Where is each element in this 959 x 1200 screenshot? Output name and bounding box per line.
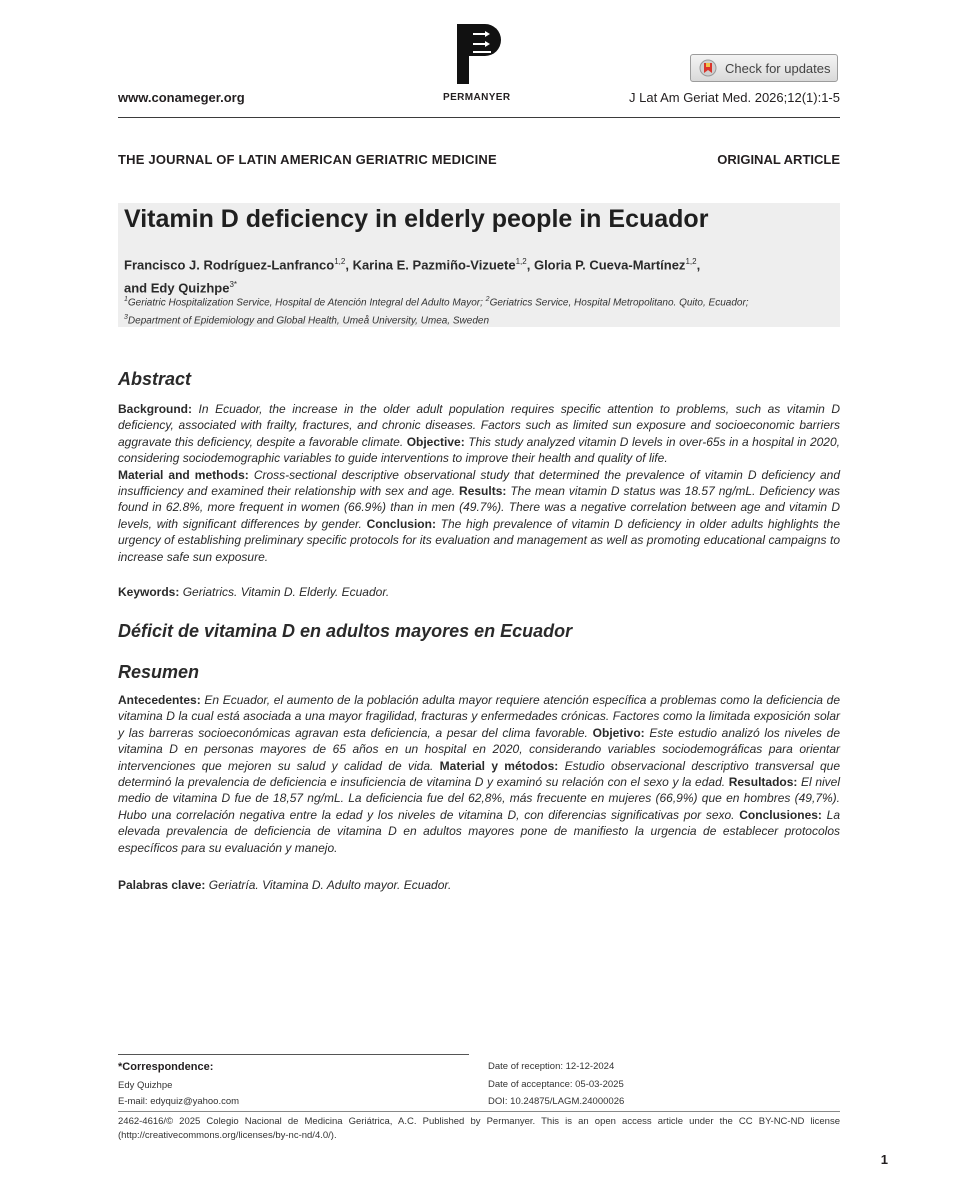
keywords-values: Geriatrics. Vitamin D. Elderly. Ecuador.: [179, 585, 390, 599]
website-link[interactable]: www.conameger.org: [118, 90, 245, 105]
citation: J Lat Am Geriat Med. 2026;12(1):1-5: [629, 90, 840, 105]
resumen-label: Antecedentes:: [118, 693, 201, 707]
affiliations: [124, 292, 840, 329]
header-divider: [118, 117, 840, 118]
abstract-text: [118, 401, 840, 565]
author-sup: 1,2: [515, 257, 527, 266]
resumen-part: La elevada prevalencia de deficiencia de vitamina D en adultos mayores pone de manifiesto la urgencia de establecer protocolos específicos para su evaluación y manejo.: [118, 807, 841, 855]
footer-divider-2: [118, 1111, 840, 1112]
check-updates-label: Check for updates: [725, 60, 831, 76]
abstract-label: Material and methods:: [118, 467, 249, 482]
author-2[interactable]: Karina E. Pazmiño-Vizuete: [352, 257, 516, 273]
abstract-part: Cross-sectional descriptive observational study that determined the prevalence of vitamin D deficiency and insufficiency and examined their relationship with sex and age.: [118, 467, 840, 499]
abstract-part: In Ecuador, the increase in the older adult population requires specific attention to problems, such as vitamin D deficiency, associated with frailty, fractures, and chronic diseases. Factors such as limited sun exposure and socioeconomic barriers aggravate this deficiency, despite a favorable climate.: [118, 402, 840, 449]
resumen-heading: Resumen: [118, 662, 200, 682]
page-number: 1: [880, 1152, 888, 1167]
affil-sup: 3: [124, 314, 128, 322]
author-prefix: and: [124, 280, 151, 296]
license-text: 2462-4616/© 2025 Colegio Nacional de Medicina Geriátrica, A.C. Published by Permanyer. This is an open access article under the CC BY-NC-ND license (http://creativecommons.org/licenses/by-nc-nd/4.0/).: [118, 1116, 840, 1141]
journal-name: THE JOURNAL OF LATIN AMERICAN GERIATRIC MEDICINE: [118, 152, 497, 167]
affiliation-2: Geriatrics Service, Hospital Metropolitano. Quito, Ecuador;: [489, 297, 749, 309]
date-acceptance: Date of acceptance: 05-03-2025: [488, 1079, 624, 1090]
author-1[interactable]: Francisco J. Rodríguez-Lanfranco: [124, 257, 335, 273]
palabras-clave-values: Geriatría. Vitamina D. Adulto mayor. Ecuador.: [205, 878, 452, 892]
author-sep: ,: [345, 257, 353, 273]
affiliation-3: Department of Epidemiology and Global Health, Umeå University, Umea, Sweden: [127, 315, 490, 327]
correspondence-email[interactable]: E-mail: edyquiz@yahoo.com: [118, 1096, 240, 1107]
author-3[interactable]: Gloria P. Cueva-Martínez: [533, 257, 686, 273]
palabras-clave: [118, 877, 840, 893]
affil-sup: 1: [124, 296, 128, 303]
author-sup: 1,2: [334, 257, 346, 266]
doi-link[interactable]: DOI: 10.24875/LAGM.24000026: [488, 1096, 625, 1107]
resumen-label: Objetivo:: [592, 725, 645, 740]
author-sup: 1,2: [685, 257, 697, 266]
author-sep: ,: [696, 257, 701, 273]
abstract-label: Objective:: [406, 434, 465, 449]
correspondence-name: Edy Quizhpe: [118, 1080, 173, 1091]
affiliation-1: Geriatric Hospitalization Service, Hospital de Atención Integral del Adulto Mayor;: [127, 297, 486, 309]
resumen-part: Estudio observacional descriptivo transversal que determinó la prevalencia de deficiencia e insuficiencia de vitamina D y examinó su relación con el sexo y la edad.: [118, 758, 841, 790]
crossmark-icon: [699, 59, 717, 77]
footer-divider: [118, 1054, 469, 1055]
author-4[interactable]: Edy Quizhpe: [150, 280, 230, 296]
resumen-label: Material y métodos:: [439, 758, 559, 773]
palabras-clave-label: Palabras clave:: [118, 878, 206, 892]
resumen-label: Conclusiones:: [739, 807, 822, 822]
check-updates-button[interactable]: [690, 54, 838, 82]
abstract-heading: Abstract: [118, 369, 192, 389]
resumen-part: En Ecuador, el aumento de la población adulta mayor requiere atención específica a problemas como la deficiencia de vitamina D la cual está asociada a una mayor fragilidad, fracturas y enfermedades crónicas. Factores como la limitada exposición solar y las barreras socioeconómicas agravan esta deficiencia, a pesar del clima favorable.: [118, 693, 840, 740]
keywords-label: Keywords:: [118, 585, 180, 599]
spanish-title: Déficit de vitamina D en adultos mayores en Ecuador: [118, 621, 573, 641]
resumen-label: Resultados:: [728, 775, 798, 790]
correspondence-label: *Correspondence:: [118, 1061, 214, 1073]
date-reception: Date of reception: 12-12-2024: [488, 1061, 615, 1072]
abstract-part: The high prevalence of vitamin D deficiency in older adults highlights the urgency of establishing preliminary specific protocols for its evaluation and management as well as promoting educational campaigns to increase safe sun exposure.: [118, 516, 840, 564]
article-title: Vitamin D deficiency in elderly people in Ecuador: [124, 205, 709, 233]
author-sep: ,: [526, 257, 534, 273]
keywords: [118, 584, 840, 600]
abstract-part: The mean vitamin D status was 18.57 ng/mL. Deficiency was found in 62.8%, more frequent in women (66.9%) than in men (49.7%). There was a negative correlation between age and vitamin D levels, with significant differences by gender.: [118, 484, 840, 531]
permanyer-logo-icon: [457, 24, 501, 84]
abstract-part: This study analyzed vitamin D levels in over-65s in a hospital in 2020, considering sociodemographic variables to guide interventions to improve their health and quality of life.: [118, 434, 840, 466]
publisher-name: PERMANYER: [443, 92, 511, 103]
abstract-label: Background:: [118, 402, 193, 416]
affil-sup: 2: [485, 296, 490, 303]
abstract-label: Conclusion:: [366, 516, 436, 531]
resumen-part: Este estudio analizó los niveles de vitamina D en personas mayores de 65 años en un hospital en 2020, considerando variables sociodemográficas para orientar intervenciones que mejoren su salud y calidad de vida.: [118, 725, 840, 773]
resumen-part: El nivel medio de vitamina D fue de 18,57 ng/mL. La deficiencia fue del 62,8%, más frecuente en mujeres (66,9%) que en hombres (49,7%). Hubo una correlación negativa entre la edad y los niveles de vitamina D, con diferencias significativas por sexo.: [118, 775, 840, 822]
article-type: ORIGINAL ARTICLE: [717, 152, 840, 167]
abstract-label: Results:: [459, 484, 507, 499]
resumen-text: [118, 692, 840, 856]
author-sup: 3*: [229, 280, 238, 290]
